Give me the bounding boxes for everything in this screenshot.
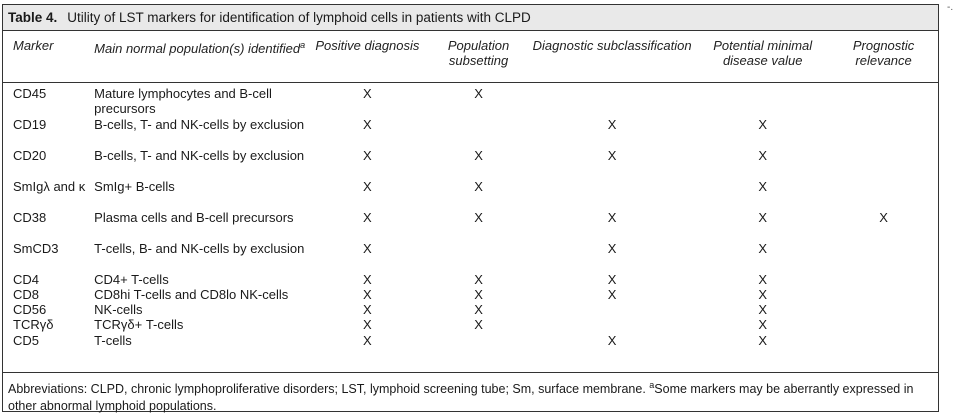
prognostic-relevance-cell bbox=[829, 117, 938, 148]
marker-cell: CD8 bbox=[13, 287, 40, 302]
marker-cell: SmIgλ and κ bbox=[13, 179, 86, 194]
mrd-value-cell: X bbox=[758, 210, 768, 225]
page-edge-mark: -. bbox=[947, 2, 954, 13]
col-population-text: Main normal population(s) identified bbox=[94, 41, 301, 56]
marker-cell: TCRγδ bbox=[13, 317, 54, 332]
population-subsetting-cell: X bbox=[474, 317, 483, 332]
prognostic-relevance-cell: X bbox=[879, 210, 888, 225]
prognostic-relevance-cell bbox=[829, 302, 938, 317]
population-subsetting-cell: X bbox=[474, 148, 483, 163]
diagnostic-subclassification-cell: X bbox=[607, 333, 617, 348]
marker-cell: CD56 bbox=[13, 302, 47, 317]
population-subsetting-cell: X bbox=[474, 287, 483, 302]
marker-table bbox=[3, 38, 938, 348]
marker-cell: CD20 bbox=[13, 148, 47, 163]
table-row bbox=[3, 179, 938, 210]
table-row bbox=[3, 317, 938, 333]
positive-diagnosis-cell: X bbox=[363, 86, 372, 101]
diagnostic-subclassification-cell: X bbox=[607, 148, 617, 163]
table-row bbox=[3, 210, 938, 241]
footnote-abbreviations: Abbreviations: CLPD, chronic lymphoproliferative disorders; LST, lymphoid screening tube; Sm, surface membrane. bbox=[8, 382, 646, 396]
table-row bbox=[3, 287, 938, 302]
diagnostic-subclassification-cell: X bbox=[607, 272, 617, 287]
population-cell: T-cells, B- and NK-cells by exclusion bbox=[94, 241, 305, 256]
col-population bbox=[92, 38, 306, 83]
population-subsetting-cell bbox=[429, 241, 528, 272]
positive-diagnosis-cell: X bbox=[363, 179, 372, 194]
mrd-value-cell: X bbox=[758, 287, 768, 302]
population-subsetting-cell bbox=[429, 117, 528, 148]
mrd-value-cell: X bbox=[758, 302, 768, 317]
prognostic-relevance-cell bbox=[829, 317, 938, 333]
positive-diagnosis-cell: X bbox=[363, 148, 372, 163]
positive-diagnosis-cell: X bbox=[363, 272, 372, 287]
positive-diagnosis-cell: X bbox=[363, 287, 372, 302]
population-cell: SmIg+ B-cells bbox=[94, 179, 175, 194]
positive-diagnosis-cell: X bbox=[363, 210, 372, 225]
diagnostic-subclassification-cell bbox=[528, 317, 696, 333]
population-cell: B-cells, T- and NK-cells by exclusion bbox=[94, 148, 305, 163]
diagnostic-subclassification-cell: X bbox=[607, 287, 617, 302]
mrd-value-cell: X bbox=[758, 241, 768, 256]
marker-cell: CD5 bbox=[13, 333, 40, 348]
table-row bbox=[3, 333, 938, 348]
population-cell: TCRγδ+ T-cells bbox=[94, 317, 184, 332]
population-subsetting-cell: X bbox=[474, 86, 483, 101]
table-frame bbox=[2, 4, 939, 412]
table-body bbox=[3, 83, 938, 349]
population-subsetting-cell bbox=[429, 333, 528, 348]
col-diagnostic-subclassification: Diagnostic subclassification bbox=[532, 38, 692, 53]
table-row bbox=[3, 117, 938, 148]
population-cell: Mature lymphocytes and B-cell precursors bbox=[94, 86, 272, 116]
col-mrd-value: Potential minimal disease value bbox=[713, 38, 813, 68]
footnote-sup: a bbox=[649, 380, 655, 390]
positive-diagnosis-cell: X bbox=[363, 317, 372, 332]
table-row bbox=[3, 302, 938, 317]
table-footnote bbox=[3, 372, 938, 415]
population-subsetting-cell: X bbox=[474, 179, 483, 194]
marker-cell: SmCD3 bbox=[13, 241, 59, 256]
prognostic-relevance-cell bbox=[829, 272, 938, 287]
diagnostic-subclassification-cell bbox=[528, 86, 696, 117]
prognostic-relevance-cell bbox=[829, 179, 938, 210]
footnote-note: Some markers may be aberrantly expressed in other abnormal lymphoid populations. bbox=[8, 382, 914, 413]
population-cell: Plasma cells and B-cell precursors bbox=[94, 210, 294, 225]
mrd-value-cell: X bbox=[758, 333, 768, 348]
diagnostic-subclassification-cell: X bbox=[607, 241, 617, 256]
mrd-value-cell: X bbox=[758, 179, 768, 194]
marker-cell: CD45 bbox=[13, 86, 47, 101]
positive-diagnosis-cell: X bbox=[363, 117, 372, 132]
population-subsetting-cell: X bbox=[474, 210, 483, 225]
population-subsetting-cell: X bbox=[474, 302, 483, 317]
population-cell: B-cells, T- and NK-cells by exclusion bbox=[94, 117, 305, 132]
mrd-value-cell bbox=[696, 86, 829, 117]
positive-diagnosis-cell: X bbox=[363, 241, 372, 256]
diagnostic-subclassification-cell bbox=[528, 302, 696, 317]
diagnostic-subclassification-cell: X bbox=[607, 117, 617, 132]
col-positive-diagnosis: Positive diagnosis bbox=[315, 38, 420, 53]
marker-cell: CD19 bbox=[13, 117, 47, 132]
population-cell: CD8hi T-cells and CD8lo NK-cells bbox=[94, 287, 289, 302]
prognostic-relevance-cell bbox=[829, 287, 938, 302]
col-population-sup: a bbox=[300, 40, 306, 50]
mrd-value-cell: X bbox=[758, 317, 768, 332]
table-row bbox=[3, 86, 938, 117]
mrd-value-cell: X bbox=[758, 148, 768, 163]
marker-cell: CD4 bbox=[13, 272, 40, 287]
prognostic-relevance-cell bbox=[829, 241, 938, 272]
diagnostic-subclassification-cell bbox=[528, 179, 696, 210]
population-cell: NK-cells bbox=[94, 302, 143, 317]
prognostic-relevance-cell bbox=[829, 86, 938, 117]
header-row bbox=[3, 38, 938, 83]
positive-diagnosis-cell: X bbox=[363, 333, 372, 348]
positive-diagnosis-cell: X bbox=[363, 302, 372, 317]
marker-cell: CD38 bbox=[13, 210, 47, 225]
table-row bbox=[3, 241, 938, 272]
mrd-value-cell: X bbox=[758, 272, 768, 287]
population-cell: T-cells bbox=[94, 333, 132, 348]
table-caption bbox=[3, 5, 938, 31]
prognostic-relevance-cell bbox=[829, 148, 938, 179]
table-title: Utility of LST markers for identification of lymphoid cells in patients with CLPD bbox=[67, 10, 531, 25]
population-subsetting-cell: X bbox=[474, 272, 483, 287]
col-population-subsetting: Population subsetting bbox=[447, 38, 510, 68]
col-prognostic-relevance: Prognostic relevance bbox=[852, 38, 915, 68]
population-cell: CD4+ T-cells bbox=[94, 272, 169, 287]
diagnostic-subclassification-cell: X bbox=[607, 210, 617, 225]
col-marker: Marker bbox=[13, 38, 54, 53]
table-label: Table 4. bbox=[8, 10, 58, 25]
table-row bbox=[3, 148, 938, 179]
table-row bbox=[3, 272, 938, 287]
prognostic-relevance-cell bbox=[829, 333, 938, 348]
mrd-value-cell: X bbox=[758, 117, 768, 132]
